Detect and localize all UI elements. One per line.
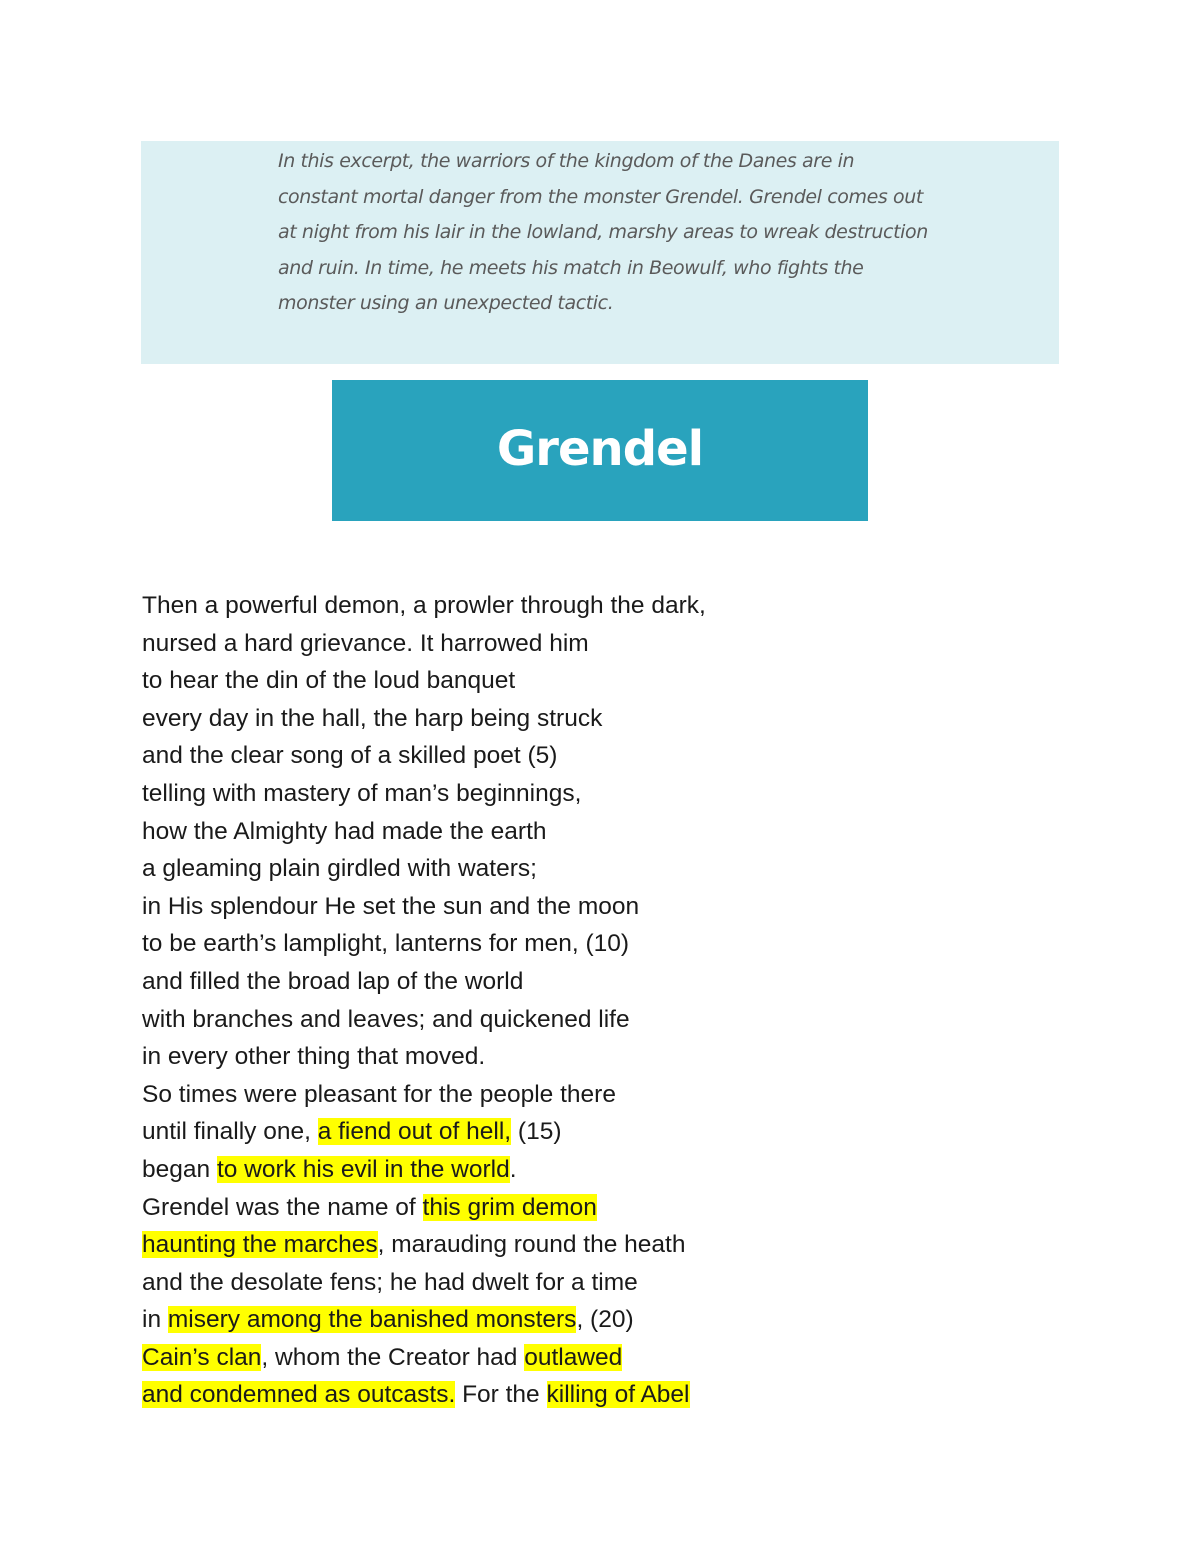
intro-line: monster using an unexpected tactic. bbox=[278, 292, 614, 314]
poem-text-segment: , (20) bbox=[576, 1306, 634, 1334]
poem-text-segment: to hear the din of the loud banquet bbox=[142, 667, 516, 695]
poem-text-segment: For the bbox=[455, 1381, 547, 1409]
intro-line: and ruin. In time, he meets his match in Beowulf, who fights the bbox=[278, 256, 864, 279]
poem-line bbox=[142, 850, 706, 888]
intro-line: at night from his lair in the lowland, marshy areas to wreak destruction bbox=[278, 221, 928, 243]
highlighted-phrase: a fiend out of hell, bbox=[317, 1118, 512, 1146]
poem-text-segment: . bbox=[509, 1155, 517, 1183]
poem-line bbox=[142, 1038, 706, 1076]
poem-line bbox=[142, 813, 706, 851]
poem-text-segment: until finally one, bbox=[142, 1118, 318, 1146]
poem-line bbox=[142, 1001, 706, 1039]
intro-line: constant mortal danger from the monster Grendel. Grendel comes out bbox=[278, 185, 923, 208]
poem-text-segment: telling with mastery of man’s beginnings, bbox=[142, 779, 582, 807]
highlighted-phrase: Cain’s clan bbox=[142, 1343, 262, 1371]
poem-text-segment: and the desolate fens; he had dwelt for a time bbox=[142, 1268, 638, 1296]
poem-text-segment: how the Almighty had made the earth bbox=[142, 817, 547, 845]
poem-text-segment: every day in the hall, the harp being struck bbox=[142, 704, 603, 732]
poem-text-segment: in every other thing that moved. bbox=[142, 1043, 486, 1071]
poem-line bbox=[142, 1151, 706, 1189]
poem-text-segment: , marauding round the heath bbox=[377, 1231, 686, 1259]
poem-text-segment: So times were pleasant for the people there bbox=[142, 1080, 616, 1108]
poem-line bbox=[142, 963, 706, 1001]
title-banner bbox=[332, 380, 868, 521]
poem-text-segment: and filled the broad lap of the world bbox=[142, 967, 524, 995]
section-title: Grendel bbox=[496, 420, 704, 477]
intro-paragraph bbox=[278, 144, 978, 322]
highlighted-phrase: and condemned as outcasts. bbox=[142, 1381, 456, 1409]
poem-line bbox=[142, 662, 706, 700]
poem-line bbox=[142, 1339, 706, 1377]
poem-text-segment: Grendel was the name of bbox=[142, 1193, 423, 1221]
poem-text-segment: began bbox=[142, 1155, 217, 1183]
poem-text-segment: to be earth’s lamplight, lanterns for men, (10) bbox=[142, 930, 630, 958]
poem-text bbox=[142, 587, 706, 1414]
highlighted-phrase: haunting the marches bbox=[142, 1231, 378, 1259]
poem-text-segment: with branches and leaves; and quickened life bbox=[142, 1005, 630, 1033]
poem-line bbox=[142, 775, 706, 813]
poem-text-segment: , whom the Creator had bbox=[261, 1343, 525, 1371]
highlighted-phrase: killing of Abel bbox=[546, 1381, 690, 1409]
poem-line bbox=[142, 1113, 706, 1151]
poem-text-segment: and the clear song of a skilled poet (5) bbox=[142, 742, 558, 770]
poem-line bbox=[142, 1189, 706, 1227]
poem-text-segment: nursed a hard grievance. It harrowed him bbox=[142, 629, 589, 657]
poem-line bbox=[142, 888, 706, 926]
poem-line bbox=[142, 1301, 706, 1339]
poem-line bbox=[142, 1376, 706, 1414]
highlighted-phrase: this grim demon bbox=[422, 1193, 597, 1221]
intro-line: In this excerpt, the warriors of the kingdom of the Danes are in bbox=[278, 150, 855, 172]
highlighted-phrase: misery among the banished monsters bbox=[167, 1306, 577, 1334]
poem-line bbox=[142, 737, 706, 775]
poem-line bbox=[142, 925, 706, 963]
poem-text-segment: Then a powerful demon, a prowler through the dark, bbox=[142, 592, 706, 619]
highlighted-phrase: outlawed bbox=[524, 1343, 623, 1371]
poem-line bbox=[142, 700, 706, 738]
poem-line bbox=[142, 1226, 706, 1264]
poem-line bbox=[142, 1076, 706, 1114]
poem-line bbox=[142, 1264, 706, 1302]
poem-text-segment: (15) bbox=[511, 1118, 562, 1146]
poem-text-segment: in bbox=[142, 1306, 168, 1334]
poem-line bbox=[142, 587, 706, 625]
highlighted-phrase: to work his evil in the world bbox=[216, 1155, 510, 1183]
poem-text-segment: in His splendour He set the sun and the moon bbox=[142, 892, 640, 920]
poem-text-segment: a gleaming plain girdled with waters; bbox=[142, 855, 537, 883]
poem-line bbox=[142, 625, 706, 663]
